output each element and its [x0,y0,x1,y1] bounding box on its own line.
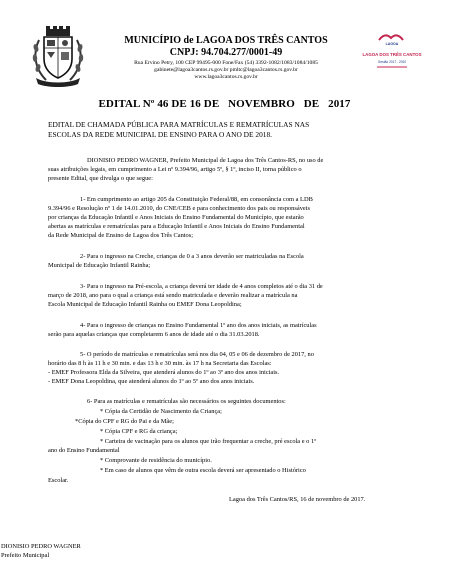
document-item-continuation: Escolar. [48,477,69,484]
item-4-line: serão para aquelas crianças que completarem 6 anos de idade até o dia 31.03.2018. [48,331,260,338]
signer-title: Prefeito Municipal [1,552,50,559]
item-3-line: 3- Para o ingresso na Pré-escola, a criança deverá ter idade de 4 anos completos até o dia 31 de [80,283,323,290]
document-item: *Cópia do CPF e RG do Pai e da Mãe; [75,418,174,425]
item-5-school-1: - EMEF Professora Elda da Silveira, que atenderá alunos do 1º ao 3º ano dos anos iniciais. [48,369,280,376]
website-address: www.lagoa3cantos.rs.gov.br [194,74,258,80]
logo-small-text: LAGOA [385,42,399,46]
item-1-line: abertas as matrículas e rematrículas para a Educação Infantil e Anos Iniciais do Ensino Fundamental [48,223,305,230]
administration-logo [362,30,422,74]
edital-title [0,98,449,110]
intro-line-1: DIONISIO PEDRO WAGNER, Prefeito Municipal de Lagoa dos Três Cantos-RS, no uso de [87,157,324,164]
edital-subject-line-2: ESCOLAS DA REDE MUNICIPAL DE ENSINO PARA O ANO DE 2018. [48,130,272,139]
municipal-coat-of-arms [30,22,86,88]
email-addresses: gabinete@lagoa3cantos.rs.gov.br pmltc@lagoa3cantos.rs.gov.br [154,67,298,73]
address-line: Rua Ervino Petry, 100 CEP 99495-000 Fone/Fax (54) 3392-1082/1083/1084/1085 [134,60,318,66]
item-1-line: 1- Em cumprimento ao artigo 205 da Constituição Federal/88, em consonância com a LDB [80,196,313,203]
document-item: * Comprovante de residência do município. [100,457,212,464]
logo-years-text: Gestão 2017 - 2020 [377,60,407,64]
item-2-line: Municipal de Educação Infantil Rainha; [48,262,151,269]
document-item-continuation: ano do Ensino Fundamental [48,447,120,454]
place-and-date: Lagoa dos Três Cantos/RS, 16 de novembro de 2017. [229,496,366,503]
document-item: * Cópia da Certidão de Nascimento da Criança; [100,408,222,415]
item-3-line: Escola Municipal de Educação Infantil Rainha ou EMEF Dona Leopoldina; [48,301,242,308]
edital-number: EDITAL Nº 46 DE 16 [98,98,201,110]
logo-title-text: LAGOA DOS TRÊS CANTOS [362,52,422,57]
item-5-line: 5- O período de matrículas e rematrículas será nos dia 04, 05 e 06 de dezembro de 2017, no [80,351,314,358]
document-item: * Carteira de vacinação para os alunos que irão frequentar a creche, pré escola e o 1º [100,438,317,445]
item-5-line: horário das 8 h às 11 h e 30 min. e das 13 h e 30 min. às 17 h na Secretaria das Escolas: [48,360,272,367]
intro-line-3: presente Edital, que divulga o que segue: [48,175,153,182]
item-6-heading: 6- Para as matrículas e rematrículas são necessários os seguintes documentos: [87,398,286,405]
edital-date: DE NOVEMBRO DE 2017 [203,98,351,110]
item-1-line: por crianças da Educação Infantil e Anos Iniciais do Ensino Fundamental do Município, que estarão [48,214,304,221]
intro-line-2: suas atribuições legais, em cumprimento a Lei nº 9.394/96, artigo 5º, § 1º, inciso II, torna público o [48,166,302,173]
municipality-name: MUNICÍPIO de LAGOA DOS TRÊS CANTOS [124,35,328,46]
item-3-line: março de 2018, ano para o qual a criança está sendo matriculada e deverão realizar a matrícula na [48,292,298,299]
document-item: * Em caso de alunos que vêm de outra escola deverá ser apresentado o Histórico [100,467,306,474]
cnpj-number: CNPJ: 94.704.277/0001-49 [169,47,283,58]
item-4-line: 4- Para o ingresso de crianças no Ensino Fundamental 1º ano dos anos iniciais, as matrículas [80,322,317,329]
edital-subject-line-1: EDITAL DE CHAMADA PÚBLICA PARA MATRÍCULAS E REMATRÍCULAS NAS [48,120,310,129]
document-item: * Cópia CPF e RG da criança; [100,428,178,435]
item-1-line: da Rede Municipal de Ensino de Lagoa dos Três Cantos; [48,232,194,239]
signer-name: DIONISIO PEDRO WAGNER [1,543,81,550]
item-2-line: 2- Para o ingresso na Creche, crianças de 0 a 3 anos deverão ser matriculadas na Escola [80,253,304,260]
item-5-school-2: - EMEF Dona Leopoldina, que atenderá alunos do 1º ao 5º ano dos anos iniciais. [48,378,255,385]
item-1-line: 9.394/96 e Resolução nº 1 de 14.01.2010, do CNE/CEB e para conhecimento dos pais ou responsáveis [48,205,310,212]
